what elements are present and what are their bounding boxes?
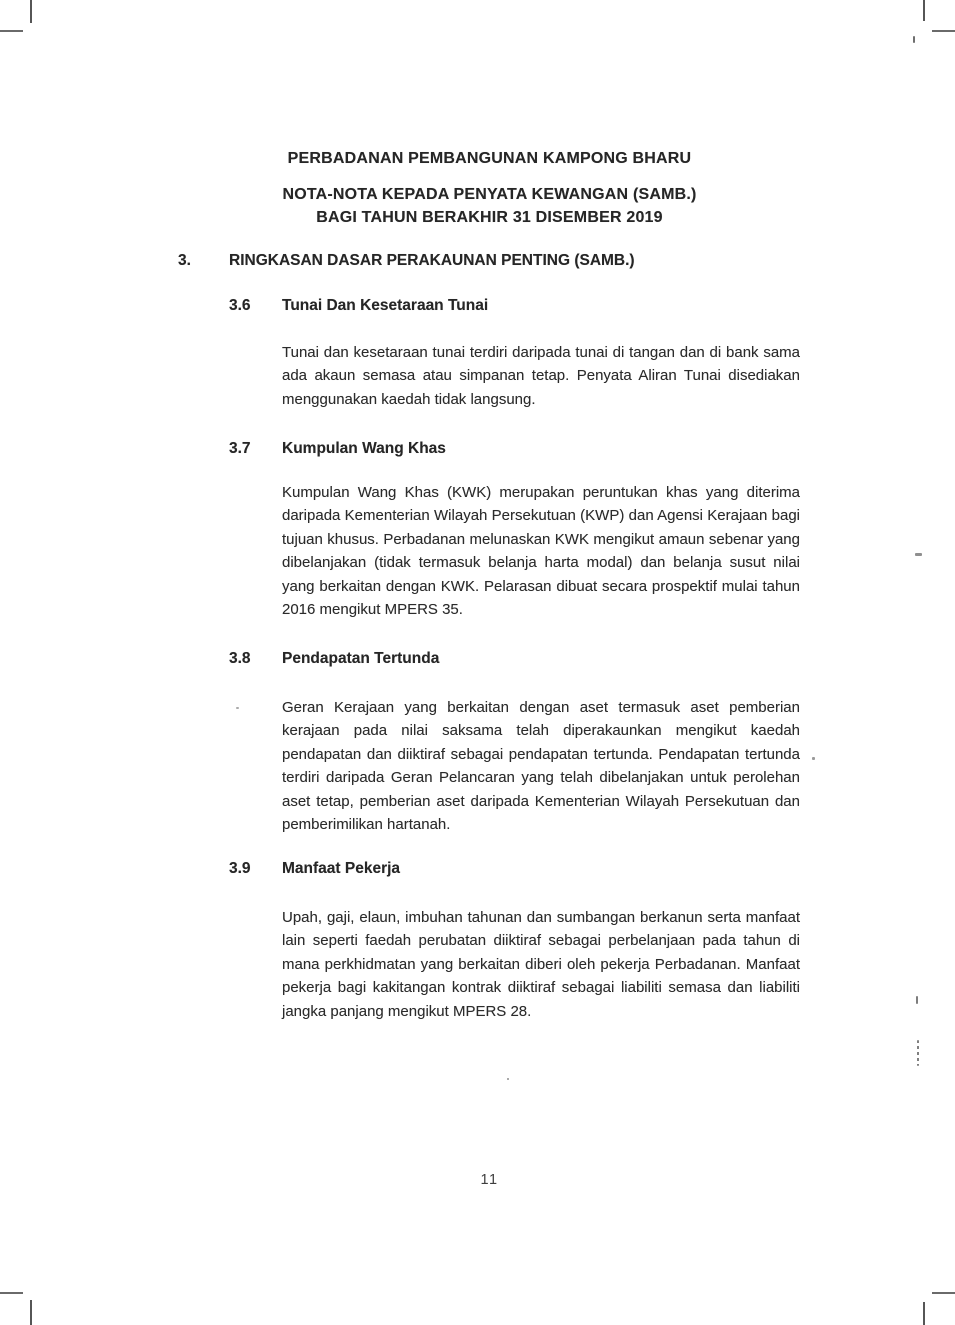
section-number: 3. [178, 252, 191, 269]
document-title-line-2: BAGI TAHUN BERAKHIR 31 DISEMBER 2019 [316, 209, 663, 226]
document-title-line-1: NOTA-NOTA KEPADA PENYATA KEWANGAN (SAMB.) [282, 186, 697, 203]
subsection-number: 3.9 [229, 860, 251, 877]
crop-mark-bottom-left-vertical [30, 1300, 32, 1325]
subsection-body-3-9: Upah, gaji, elaun, imbuhan tahunan dan sumbangan berkanun serta manfaat lain seperti faedah perubatan diiktiraf sebagai perbelanjaan pada tahun di mana perkhidmatan yang berkaitan diberi oleh pekerja Perbadanan. Manfaat pekerja bagi kakitangan kontrak diiktiraf sebagai liabiliti semasa dan liabiliti jangka panjang mengikut MPERS 28. [282, 909, 800, 1020]
subsection-title: Manfaat Pekerja [282, 860, 401, 877]
crop-mark-top-left-vertical [30, 0, 32, 23]
subsection-body-3-8: Geran Kerajaan yang berkaitan dengan aset termasuk aset pemberian kerajaan pada nilai saksama telah diperakaunkan mengikut kaedah pendapatan dan diiktiraf sebagai pendapatan tertunda. Pendapatan tertunda terdiri daripada Geran Pelancaran yang telah dibelanjakan untuk perolehan aset tetap, pemberian aset daripada Kementerian Wilayah Persekutuan dan pemberimilikan hartanah. [282, 699, 800, 834]
scan-speck [915, 553, 922, 556]
subsection-title: Kumpulan Wang Khas [282, 440, 446, 457]
scan-speck [913, 36, 915, 43]
subsection-body-3-7: Kumpulan Wang Khas (KWK) merupakan peruntukan khas yang diterima daripada Kementerian Wilayah Persekutuan (KWP) dan Agensi Kerajaan bagi tujuan khusus. Perbadanan melunaskan KWK mengikut amaun sebenar yang dibelanjakan (tidak termasuk belanja harta modal) dan belanja susut nilai yang berkaitan dengan KWK. Pelarasan dibuat secara prospektif mulai tahun 2016 mengikut MPERS 35. [282, 484, 800, 619]
subsection-number: 3.7 [229, 440, 251, 457]
subsection-number: 3.8 [229, 650, 251, 667]
crop-mark-bottom-left-horizontal [0, 1292, 23, 1294]
scan-speck [916, 996, 918, 1004]
scan-speck [507, 1078, 509, 1080]
scan-speck [236, 707, 239, 709]
subsection-title: Pendapatan Tertunda [282, 650, 440, 667]
crop-mark-top-left-horizontal [0, 30, 23, 32]
crop-mark-top-right-vertical [923, 0, 925, 21]
crop-mark-bottom-right-vertical [923, 1302, 925, 1325]
page-number: 11 [480, 1172, 499, 1188]
crop-mark-bottom-right-horizontal [932, 1292, 955, 1294]
scan-speck [917, 1040, 919, 1066]
scan-speck [812, 757, 815, 760]
subsection-heading-3-6 [229, 296, 801, 316]
section-heading [178, 251, 801, 271]
subsection-title: Tunai Dan Kesetaraan Tunai [282, 297, 489, 314]
subsection-heading-3-7 [229, 439, 801, 459]
organization-name: PERBADANAN PEMBANGUNAN KAMPONG BHARU [287, 150, 692, 167]
subsection-heading-3-8 [229, 649, 801, 669]
crop-mark-top-right-horizontal [932, 30, 955, 32]
section-title: RINGKASAN DASAR PERAKAUNAN PENTING (SAMB.) [229, 252, 635, 269]
subsection-heading-3-9 [229, 859, 801, 879]
subsection-number: 3.6 [229, 297, 251, 314]
subsection-body-3-6: Tunai dan kesetaraan tunai terdiri daripada tunai di tangan dan di bank sama ada akaun semasa atau simpanan tetap. Penyata Aliran Tunai disediakan menggunakan kaedah tidak langsung. [282, 344, 800, 408]
